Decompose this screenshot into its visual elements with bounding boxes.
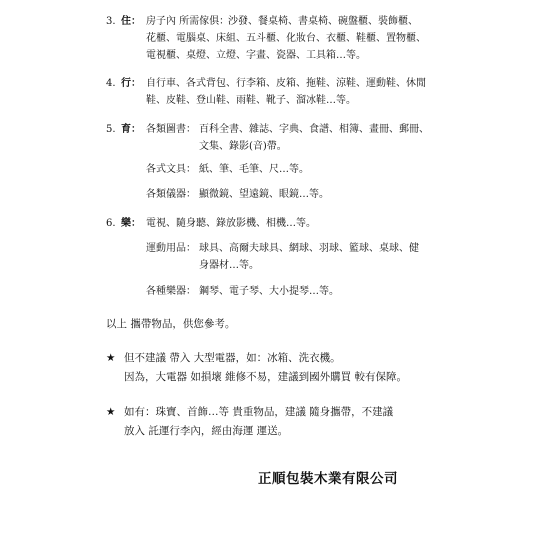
item-line: 沙發、餐桌椅、書桌椅、碗盤櫃、裝飾櫃、 [228, 16, 418, 27]
item-line: 球具、高爾夫球具、網球、羽球、籃球、桌球、健 [199, 243, 419, 254]
item-line: 顯微鏡、望遠鏡、眼鏡…等。 [199, 189, 329, 200]
note-line: 放入 託運行李內，經由海運 運送。 [124, 425, 289, 437]
note-line: 因為，大電器 如損壞 維修不易，建議到國外購買 較有保障。 [124, 371, 408, 383]
note-line: 但不建議 帶入 大型電器，如：冰箱、洗衣機。 [124, 352, 341, 364]
section-name: 樂： [121, 218, 141, 229]
item-line: 電視櫃、桌燈、立燈、字畫、瓷器、工具箱…等。 [146, 50, 366, 61]
section-number: 4. [106, 78, 116, 89]
item-label: 電視、隨身聽、錄放影機、相機…等。 [146, 218, 316, 229]
note-line: 如有：珠寶、首飾…等 貴重物品，建議 隨身攜帶，不建議 [124, 406, 394, 418]
item-line: 鞋、皮鞋、登山鞋、雨鞋、靴子、溜冰鞋…等。 [146, 95, 356, 106]
item-label: 各類圖書： [146, 124, 196, 135]
section-name: 育： [121, 124, 141, 135]
item-line: 身器材…等。 [199, 260, 259, 271]
item-label: 運動用品： [146, 243, 196, 254]
item-line: 鋼琴、電子琴、大小提琴…等。 [199, 286, 339, 297]
item-label: 各式文具： [146, 164, 196, 175]
summary-text: 以上 攜帶物品，供您參考。 [106, 318, 236, 330]
item-label: 各類儀器： [146, 189, 196, 200]
item-label: 各種樂器： [146, 286, 196, 297]
section-number: 3. [106, 16, 116, 27]
section-number: 6. [106, 218, 116, 229]
item-line: 百科全書、雜誌、字典、食譜、相簿、畫冊、郵冊、 [199, 124, 429, 135]
company-name: 正順包裝木業有限公司 [258, 471, 398, 487]
star-icon: ★ [106, 352, 116, 364]
item-label: 房子內 所需傢俱： [146, 16, 230, 27]
section-name: 住： [121, 16, 141, 27]
item-line: 花櫃、電腦桌、床組、五斗櫃、化妝台、衣櫃、鞋櫃、置物櫃、 [146, 33, 426, 44]
item-line: 文集、錄影(音)帶。 [199, 141, 287, 152]
section-number: 5. [106, 124, 116, 135]
item-label: 自行車、各式背包、行李箱、皮箱、拖鞋、涼鞋、運動鞋、休閒 [146, 78, 426, 89]
section-name: 行： [121, 78, 141, 89]
item-line: 紙、筆、毛筆、尺…等。 [199, 164, 309, 175]
star-icon: ★ [106, 406, 116, 418]
